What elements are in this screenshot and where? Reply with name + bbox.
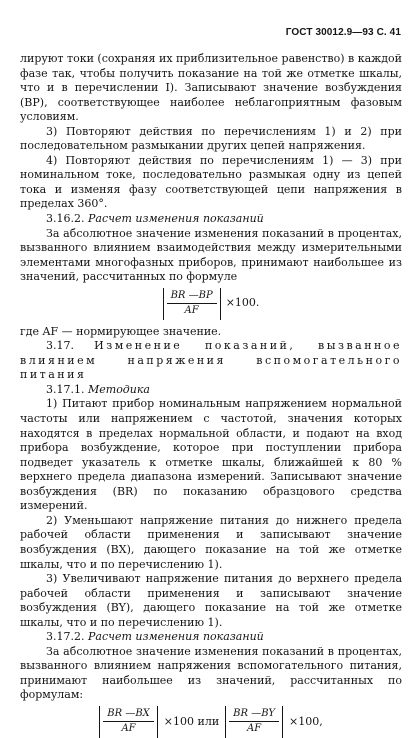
absolute-value-bars (225, 706, 283, 738)
section-number: 3.17.2. (46, 630, 85, 644)
paragraph: 2) Уменьшают напряжение питания до нижнего предела рабочей области применения и записывают значение возбуждения (BX), дающего показание на той же отметке шкалы, что и по перечислению 1). (20, 513, 402, 571)
numerator: BR —BP (167, 290, 217, 304)
multiplier: ×100, (289, 714, 323, 728)
denominator: AF (121, 723, 136, 735)
section-heading (20, 383, 402, 398)
paragraph: лируют токи (сохраняя их приблизительное равенство) в каждой фазе так, чтобы получить показание на той же отметке шкалы, что и в перечислении I). Записывают значение возбуждения (BP), соответствующее наиболее неблагоприятным фазовым условиям. (20, 52, 402, 124)
document-body (20, 52, 402, 738)
numerator: BR —BX (103, 708, 154, 722)
multiplier-connector: ×100 или (163, 714, 220, 728)
formula-1 (20, 288, 402, 320)
fraction (229, 708, 279, 735)
page-header: ГОСТ 30012.9—93 С. 41 (285, 27, 401, 38)
multiplier: ×100. (225, 296, 260, 310)
section-heading (20, 339, 402, 383)
fraction (167, 290, 217, 317)
paragraph: За абсолютное значение изменения показаний в процентах, вызванного влиянием взаимодействия между измерительными элементами многофазных приборов, принимают наибольшее из значений, рассчитанных по формуле (20, 226, 402, 284)
section-number: 3.16.2. (46, 212, 85, 226)
section-heading (20, 630, 402, 645)
paragraph: 3) Увеличивают напряжение питания до верхнего предела рабочей области применения и записывают значение возбуждения (BY), дающего показание на той же отметке шкалы, что и по перечислению 1). (20, 572, 402, 629)
numerator: BR —BY (229, 708, 279, 722)
section-title: Изменение показаний, вызванное влиянием напряжения вспомогательного питания (20, 339, 402, 382)
denominator: AF (247, 723, 262, 735)
paragraph: 3) Повторяют действия по перечислениям 1) и 2) при последовательном размыкании других цепей напряжения. (20, 124, 402, 153)
section-number: 3.17. (46, 339, 74, 353)
section-number: 3.17.1. (46, 382, 85, 396)
paragraph: 4) Повторяют действия по перечислениям 1) — 3) при номинальном токе, последовательно размыкая одну из цепей тока и изменяя фазу соответствующей цепи напряжения в пределах 360°. (20, 153, 402, 211)
section-title: Методика (87, 382, 150, 396)
paragraph: где AF — нормирующее значение. (20, 324, 222, 338)
section-heading (20, 212, 402, 227)
fraction (103, 708, 154, 735)
paragraph: За абсолютное значение изменения показаний в процентах, вызванного влиянием напряжения вспомогательного питания, принимают наибольшее из значений, рассчитанных по формулам: (20, 644, 402, 702)
absolute-value-bars (99, 706, 158, 738)
section-title: Расчет изменения показаний (87, 212, 264, 226)
formula-2 (20, 706, 402, 738)
paragraph: 1) Питают прибор номинальным напряжением нормальной частоты или напряжением с частотой, значения которых находятся в пределах нормальной области, и подают на вход прибора возбуждение, которое при поступлении прибора подведет указатель к отметке шкалы, ближайшей к 80 % верхнего предела диапазона измерений. Записывают значение возбуждения (BR) по показанию образцового средства измерений. (20, 397, 402, 513)
denominator: AF (184, 305, 199, 317)
section-title: Расчет изменения показаний (87, 630, 264, 644)
absolute-value-bars (163, 288, 221, 320)
